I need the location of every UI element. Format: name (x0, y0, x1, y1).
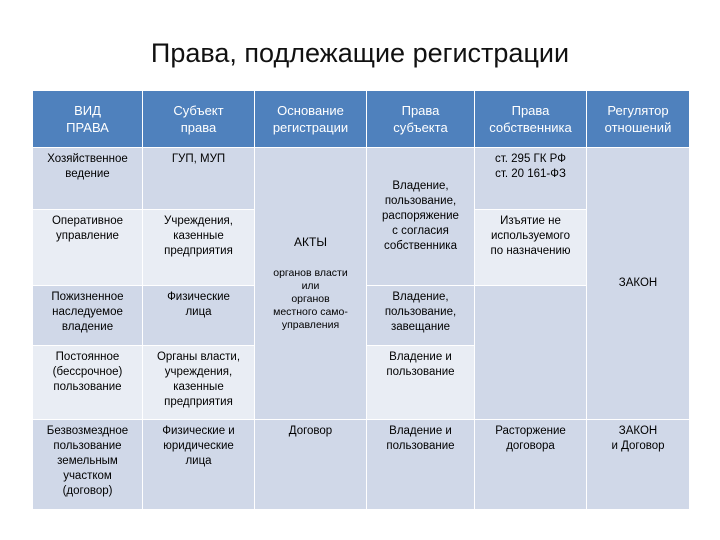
cell-subject: Физические лица (143, 286, 255, 346)
header-regulator: Регулятор отношений (587, 91, 690, 148)
cell-owner-rights: ст. 295 ГК РФ ст. 20 161-ФЗ (475, 148, 587, 210)
cell-type: Пожизненное наследуемое владение (33, 286, 143, 346)
page-title: Права, подлежащие регистрации (150, 38, 570, 68)
cell-type: Хозяйственное ведение (33, 148, 143, 210)
cell-owner-rights-empty (475, 286, 587, 420)
table-row (33, 420, 690, 510)
cell-type: Постоянное (бессрочное) пользование (33, 346, 143, 420)
cell-owner-rights: Расторжение договора (475, 420, 587, 510)
cell-regulator: ЗАКОН и Договор (587, 420, 690, 510)
cell-subject: Физические и юридические лица (143, 420, 255, 510)
header-owner-rights: Права собственника (475, 91, 587, 148)
cell-subject: ГУП, МУП (143, 148, 255, 210)
cell-type: Оперативное управление (33, 210, 143, 286)
regulator-law-text: ЗАКОН (618, 277, 658, 289)
header-basis: Основание регистрации (255, 91, 367, 148)
rights-table (32, 90, 690, 510)
table-header-row (33, 91, 690, 148)
cell-basis-acts (255, 148, 367, 420)
acts-title: АКТЫ (294, 235, 327, 249)
cell-regulator-law (587, 148, 690, 420)
cell-basis: Договор (255, 420, 367, 510)
cell-subject-rights: Владение и пользование (367, 346, 475, 420)
cell-subject-rights: Владение и пользование (367, 420, 475, 510)
header-right-type: ВИД ПРАВА (33, 91, 143, 148)
cell-subject-rights-merged: Владение, пользование, распоряжение с согласия собственника (367, 148, 475, 286)
cell-subject: Органы власти, учреждения, казенные предприятия (143, 346, 255, 420)
cell-subject: Учреждения, казенные предприятия (143, 210, 255, 286)
table-row (33, 148, 690, 210)
header-subject-rights: Права субъекта (367, 91, 475, 148)
cell-subject-rights: Владение, пользование, завещание (367, 286, 475, 346)
cell-owner-rights: Изъятие не используемого по назначению (475, 210, 587, 286)
acts-body: органов власти или органов местного само- управления (273, 267, 348, 331)
cell-type: Безвозмездное пользование земельным участком (договор) (33, 420, 143, 510)
header-subject: Субъект права (143, 91, 255, 148)
